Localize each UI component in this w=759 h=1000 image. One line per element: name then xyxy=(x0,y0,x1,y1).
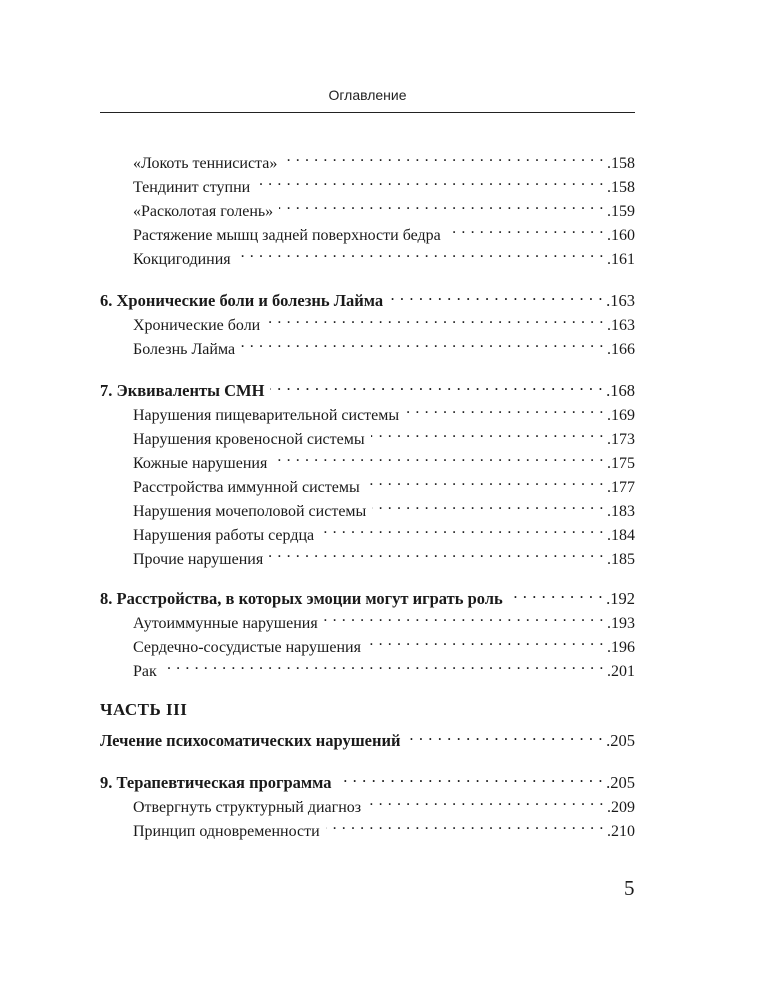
toc-chapter-page: .205 xyxy=(606,773,635,792)
dot-leader xyxy=(283,146,604,168)
toc-entry-title: Нарушения кровеносной системы xyxy=(133,431,365,448)
toc-entry xyxy=(133,494,635,520)
toc-part-title xyxy=(100,724,635,750)
toc-entry xyxy=(133,630,635,656)
toc-entry xyxy=(133,194,635,220)
dot-leader xyxy=(407,724,604,746)
toc-entry-page: .183 xyxy=(607,503,635,520)
toc-chapter-title: 9. Терапевтическая программа xyxy=(100,773,332,792)
toc-entry-title: Кокцигодиния xyxy=(133,251,231,268)
toc-entry xyxy=(133,470,635,496)
dot-leader xyxy=(270,374,603,396)
toc-entry-page: .209 xyxy=(607,799,635,816)
toc-part-title-text: Лечение психосоматических нарушений xyxy=(100,731,401,750)
toc-entry-title: Аутоиммунные нарушения xyxy=(133,615,318,632)
toc-entry xyxy=(133,814,635,840)
toc-entry-title: Кожные нарушения xyxy=(133,455,268,472)
toc-entry-title: Болезнь Лайма xyxy=(133,341,236,358)
toc-entry-page: .158 xyxy=(607,179,635,196)
toc-entry-title: Хронические боли xyxy=(133,317,261,334)
toc-entry xyxy=(133,606,635,632)
toc-entry-title: Растяжение мышц задней поверхности бедра xyxy=(133,227,441,244)
dot-leader xyxy=(237,242,604,264)
toc-entry-title: Прочие нарушения xyxy=(133,551,264,568)
toc-entry xyxy=(133,332,635,358)
dot-leader xyxy=(326,814,604,836)
toc-entry-title: Отвергнуть структурный диагноз xyxy=(133,799,362,816)
toc-chapter-title: 8. Расстройства, в которых эмоции могут играть роль xyxy=(100,589,503,608)
dot-leader xyxy=(389,284,603,306)
dot-leader xyxy=(447,218,604,240)
page-number: 5 xyxy=(624,876,635,900)
toc-chapter-page: .192 xyxy=(606,589,635,608)
toc-entry-title: Рак xyxy=(133,663,157,680)
toc-entry xyxy=(133,542,635,568)
toc-entry-title: Сердечно-сосудистые нарушения xyxy=(133,639,361,656)
dot-leader xyxy=(366,470,604,492)
running-header: Оглавление xyxy=(328,87,407,103)
toc-entry-page: .159 xyxy=(607,203,635,220)
toc-entry-page: .160 xyxy=(607,227,635,244)
dot-leader xyxy=(320,518,604,540)
dot-leader xyxy=(405,398,604,420)
dot-leader xyxy=(372,494,604,516)
dot-leader xyxy=(324,606,604,628)
toc-entry-page: .177 xyxy=(607,479,635,496)
toc-entry-page: .184 xyxy=(607,527,635,544)
toc-chapter xyxy=(100,766,635,792)
toc-entry xyxy=(133,146,635,172)
toc-entry-page: .158 xyxy=(607,155,635,172)
dot-leader xyxy=(256,170,604,192)
dot-leader xyxy=(338,766,604,788)
toc-entry-page: .166 xyxy=(607,341,635,358)
toc-entry xyxy=(133,170,635,196)
toc-entry-title: Расстройства иммунной системы xyxy=(133,479,360,496)
dot-leader xyxy=(371,422,604,444)
toc-entry xyxy=(133,422,635,448)
toc-entry-title: Нарушения пищеварительной системы xyxy=(133,407,400,424)
toc-entry xyxy=(133,790,635,816)
dot-leader xyxy=(273,446,604,468)
toc-entry-page: .161 xyxy=(607,251,635,268)
toc-chapter xyxy=(100,374,635,400)
dot-leader xyxy=(241,332,604,354)
toc-chapter xyxy=(100,582,635,608)
toc-chapter-page: .163 xyxy=(606,291,635,310)
toc-entry-title: Принцип одновременности xyxy=(133,823,320,840)
dot-leader xyxy=(509,582,603,604)
dot-leader xyxy=(367,790,604,812)
toc-entry xyxy=(133,308,635,334)
toc-entry-title: Нарушения мочеполовой системы xyxy=(133,503,367,520)
toc-entry xyxy=(133,218,635,244)
toc-entry xyxy=(133,654,635,680)
toc-entry-title: «Локоть теннисиста» xyxy=(133,155,278,172)
toc-chapter xyxy=(100,284,635,310)
toc-entry-page: .175 xyxy=(607,455,635,472)
toc-entry xyxy=(133,446,635,472)
toc-entry-page: .185 xyxy=(607,551,635,568)
toc-entry xyxy=(133,398,635,424)
toc-entry-title: Нарушения работы сердца xyxy=(133,527,315,544)
toc-entry-page: .169 xyxy=(607,407,635,424)
toc-part-page: .205 xyxy=(606,731,635,750)
toc-entry xyxy=(133,242,635,268)
dot-leader xyxy=(266,308,604,330)
dot-leader xyxy=(269,542,604,564)
toc-entry-title: Тендинит ступни xyxy=(133,179,251,196)
toc-chapter-title: 6. Хронические боли и болезнь Лайма xyxy=(100,291,384,310)
toc-entry xyxy=(133,518,635,544)
toc-entry-page: .196 xyxy=(607,639,635,656)
toc-entry-page: .193 xyxy=(607,615,635,632)
toc-chapter-title: 7. Эквиваленты СМН xyxy=(100,381,265,400)
toc-entry-page: .173 xyxy=(607,431,635,448)
dot-leader xyxy=(367,630,604,652)
toc-entry-page: .201 xyxy=(607,663,635,680)
toc-chapter-page: .168 xyxy=(606,381,635,400)
toc-entry-title: «Расколотая голень» xyxy=(133,203,274,220)
dot-leader xyxy=(279,194,604,216)
toc-entry-page: .163 xyxy=(607,317,635,334)
part-label: ЧАСТЬ III xyxy=(100,700,188,719)
toc-entry-page: .210 xyxy=(607,823,635,840)
dot-leader xyxy=(163,654,604,676)
